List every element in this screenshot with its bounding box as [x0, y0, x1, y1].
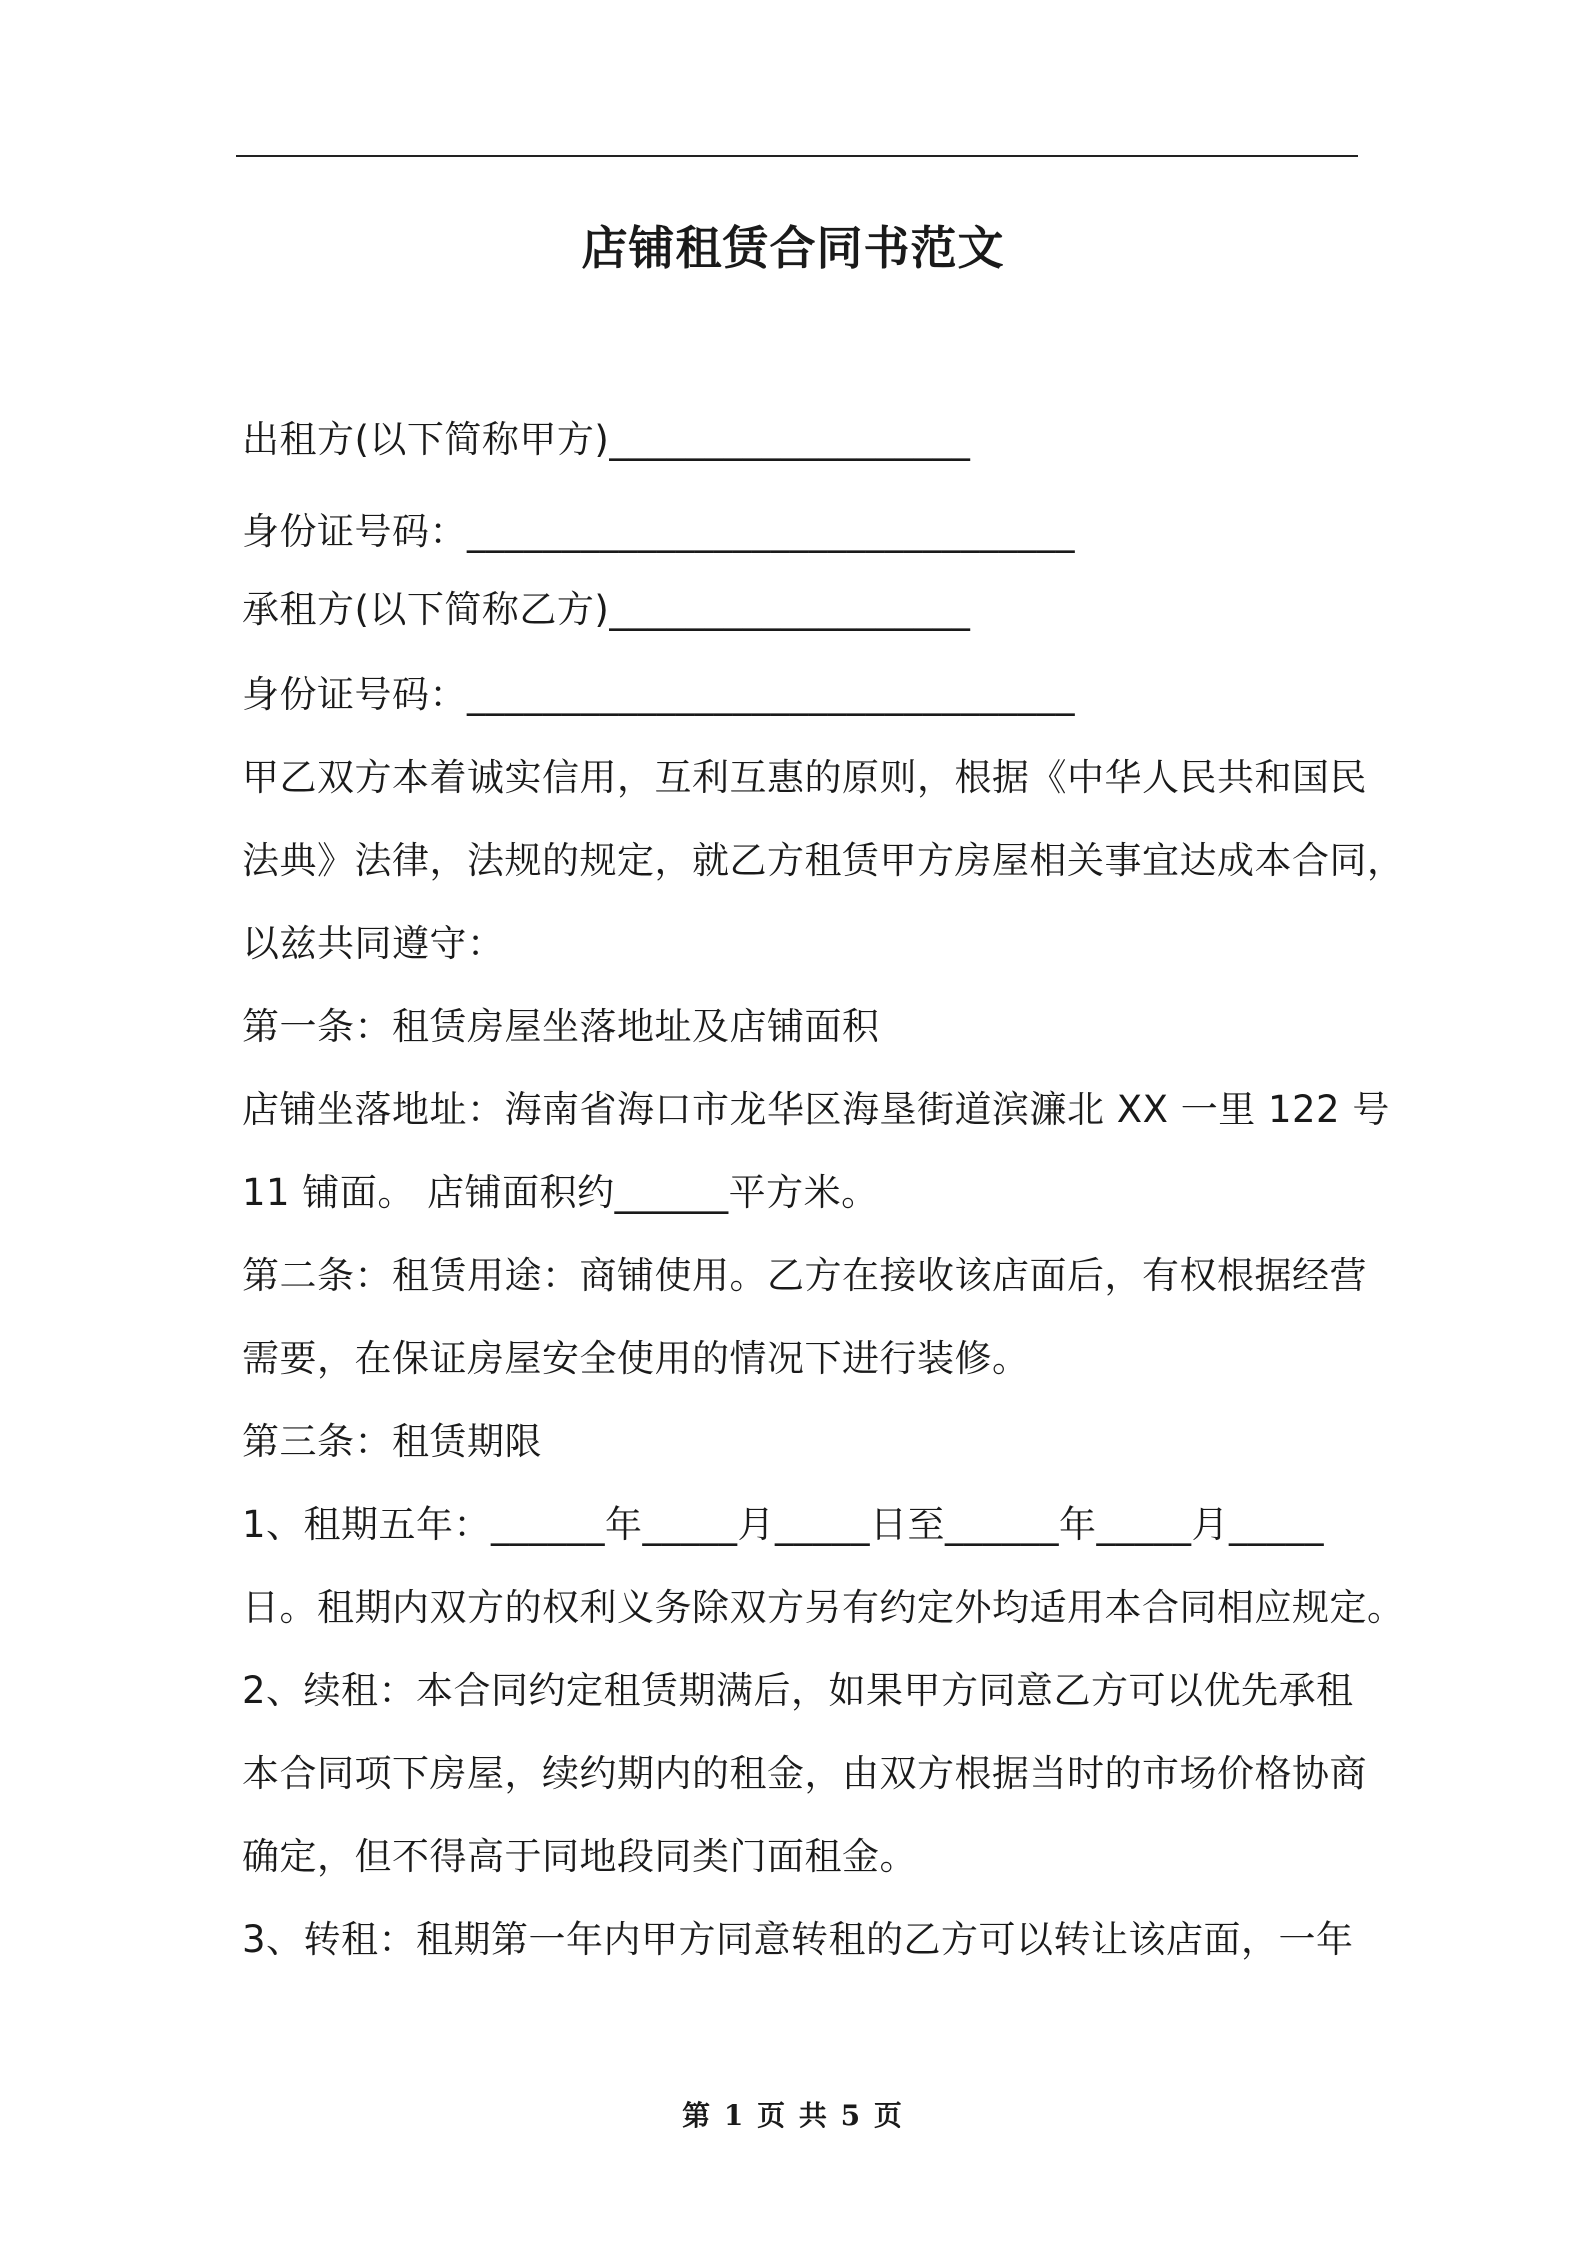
body-line: 甲乙双方本着诚实信用，互利互惠的原则，根据《中华人民共和国民 [242, 756, 1367, 799]
body-line: 第二条：租赁用途：商铺使用。乙方在接收该店面后，有权根据经营 [242, 1254, 1367, 1297]
body-line: 1、租期五年：______年_____月_____日至______年_____月_____ [242, 1503, 1325, 1546]
body-line: 确定，但不得高于同地段同类门面租金。 [242, 1835, 917, 1878]
document-title: 店铺租赁合同书范文 [581, 221, 1005, 275]
body-line: 身份证号码：________________________________ [242, 673, 1075, 716]
body-line: 日。租期内双方的权利义务除双方另有约定外均适用本合同相应规定。 [242, 1586, 1405, 1629]
body-line: 以兹共同遵守： [242, 922, 505, 965]
page-footer: 第 1 页 共 5 页 [682, 2099, 904, 2132]
body-line: 11 铺面。 店铺面积约______平方米。 [242, 1171, 879, 1214]
body-line: 2、续租：本合同约定租赁期满后，如果甲方同意乙方可以优先承租 [242, 1669, 1354, 1712]
body-line: 店铺坐落地址：海南省海口市龙华区海垦街道滨濂北 XX 一里 122 号 [242, 1088, 1390, 1131]
body-line: 承租方(以下简称乙方)___________________ [242, 588, 971, 631]
body-line: 本合同项下房屋，续约期内的租金，由双方根据当时的市场价格协商 [242, 1752, 1367, 1795]
body-line: 身份证号码：________________________________ [242, 510, 1075, 553]
header-rule [236, 155, 1358, 157]
body-line: 第一条：租赁房屋坐落地址及店铺面积 [242, 1005, 880, 1048]
body-line: 法典》法律，法规的规定，就乙方租赁甲方房屋相关事宜达成本合同， [242, 839, 1405, 882]
body-line: 需要，在保证房屋安全使用的情况下进行装修。 [242, 1337, 1030, 1380]
body-line: 3、转租：租期第一年内甲方同意转租的乙方可以转让该店面，一年 [242, 1918, 1354, 1961]
body-line: 出租方(以下简称甲方)___________________ [242, 418, 971, 461]
body-line: 第三条：租赁期限 [242, 1420, 542, 1463]
